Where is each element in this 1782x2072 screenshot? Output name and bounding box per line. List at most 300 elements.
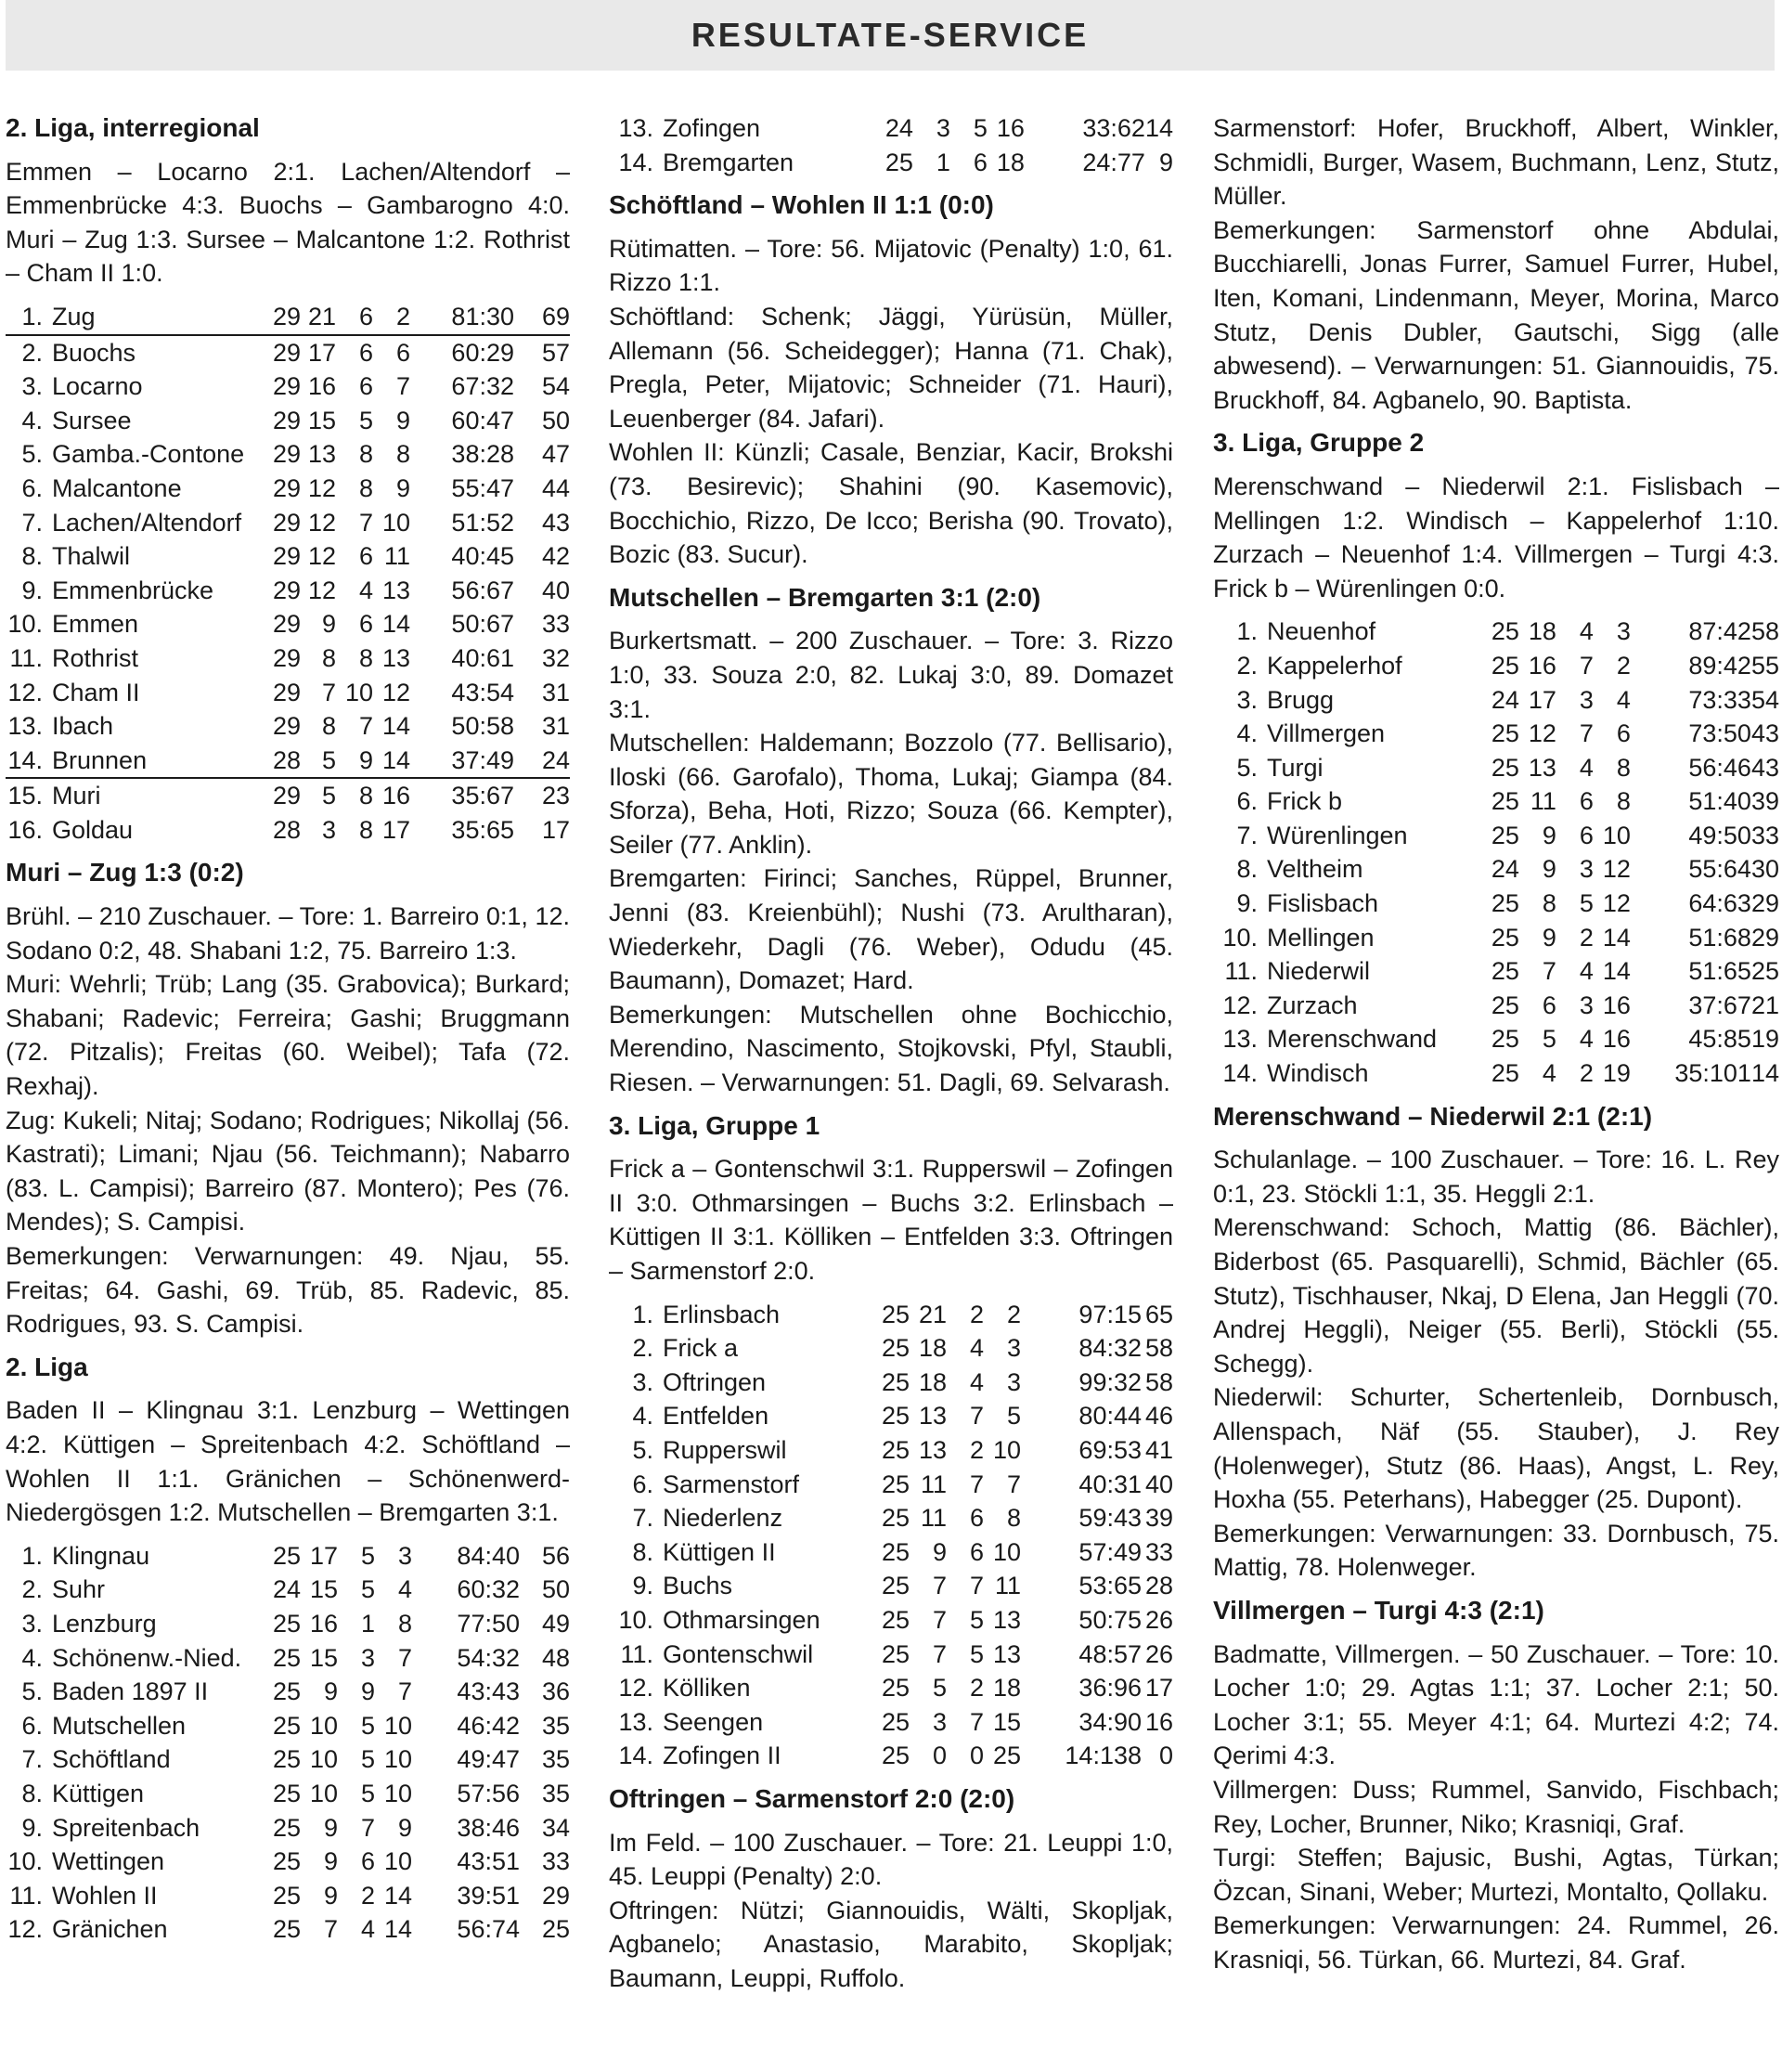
team-cell: Oftringen [663, 1367, 767, 1396]
goals-cell: 67:32 [451, 372, 514, 401]
table-row [6, 506, 570, 540]
goals-cell: 37:67 [1688, 991, 1751, 1019]
wins-cell: 5 [321, 782, 336, 810]
draws-cell: 4 [360, 1915, 375, 1944]
team-cell: Entfelden [663, 1402, 769, 1431]
goals-cell: 89:42 [1688, 651, 1751, 680]
wins-cell: 15 [309, 1575, 338, 1604]
rank-cell: 1. [632, 1300, 653, 1328]
team-cell: Suhr [52, 1575, 106, 1604]
draws-cell: 5 [360, 1711, 375, 1740]
rank-cell: 5. [21, 1677, 43, 1706]
points-cell: 54 [1750, 685, 1779, 714]
match-title: Merenschwand – Niederwil 2:1 (2:1) [1213, 1101, 1653, 1131]
remarks: Bemerkungen: Verwarnungen: 49. Njau, 55. Freitas; 64. Gashi, 69. Trüb, 85. Radevic, 85. Rodrigues, 93. S. Campisi. [6, 1242, 570, 1339]
losses-cell: 9 [395, 406, 410, 434]
wins-cell: 5 [932, 1674, 947, 1703]
played-cell: 25 [881, 1742, 910, 1770]
section-title: 3. Liga, Gruppe 1 [609, 1110, 820, 1140]
team-cell: Gontenschwil [663, 1639, 814, 1668]
losses-cell: 3 [1006, 1334, 1021, 1363]
played-cell: 25 [1491, 719, 1519, 748]
points-cell: 46 [1144, 1402, 1173, 1431]
team-cell: Villmergen [1266, 719, 1386, 748]
goals-cell: 73:33 [1688, 685, 1751, 714]
points-cell: 36 [541, 1677, 570, 1706]
played-cell: 24 [1491, 685, 1519, 714]
lineup-home: Merenschwand: Schoch, Mattig (86. Bächler), Biderbost (65. Pasquarelli), Schmid, Bächler (65. Stutz), Tischhauser, Nkaj, D Elena, Jan Heggli (70. Andrej Heggli), Neiger (55. Berli), Stöckli (55. Schegg). [1213, 1213, 1779, 1378]
wins-cell: 16 [1528, 651, 1556, 680]
losses-cell: 14 [381, 610, 410, 639]
table-row [6, 744, 570, 779]
table-row [1213, 717, 1779, 751]
wins-cell: 7 [932, 1605, 947, 1634]
section-title: 3. Liga, Gruppe 2 [1213, 428, 1425, 458]
goals-cell: 56:46 [1688, 753, 1751, 782]
points-cell: 43 [1750, 719, 1779, 748]
played-cell: 25 [1491, 1059, 1519, 1088]
team-cell: Zurzach [1266, 991, 1358, 1019]
played-cell: 25 [881, 1435, 910, 1464]
table-row [6, 437, 570, 472]
points-cell: 57 [541, 338, 570, 367]
table-row [6, 1709, 570, 1743]
played-cell: 25 [1491, 787, 1519, 816]
standings-table-continued [609, 111, 1173, 179]
points-cell: 17 [1144, 1674, 1173, 1703]
team-cell: Küttigen [52, 1779, 145, 1807]
rank-cell: 3. [21, 372, 43, 401]
losses-cell: 11 [383, 542, 410, 571]
rank-cell: 11. [9, 1881, 43, 1910]
wins-cell: 21 [301, 300, 336, 335]
draws-cell: 7 [1579, 651, 1594, 680]
wins-cell: 13 [1528, 753, 1556, 782]
played-cell: 25 [881, 1605, 910, 1634]
wins-cell: 11 [1530, 787, 1556, 816]
lineup-home: Schöftland: Schenk; Jäggi, Yürüsün, Müller, Allemann (56. Scheidegger); Hanna (71. Chak), Pregla, Peter, Mijatovic; Schneider (71. Hauri), Leuenberger (84. Jafari). [609, 302, 1173, 433]
wins-cell: 9 [323, 1847, 338, 1876]
table-row [6, 641, 570, 676]
team-cell: Goldau [52, 815, 134, 844]
goals-cell: 46:42 [457, 1711, 520, 1740]
goals-cell: 50:75 [1078, 1605, 1142, 1634]
losses-cell: 13 [381, 576, 410, 604]
rank-cell: 6. [1236, 787, 1258, 816]
points-cell: 32 [541, 643, 570, 672]
points-cell: 43 [1750, 753, 1779, 782]
table-row [1213, 887, 1779, 921]
rank-cell: 9. [1236, 889, 1258, 918]
losses-cell: 5 [1006, 1402, 1021, 1431]
rank-cell: 12. [7, 678, 43, 706]
table-row [609, 1468, 1173, 1502]
played-cell: 25 [881, 1639, 910, 1668]
played-cell: 29 [272, 643, 301, 672]
team-cell: Schöftland [52, 1745, 171, 1774]
team-cell: Lenzburg [52, 1609, 157, 1638]
table-row [609, 1298, 1173, 1332]
losses-cell: 6 [1616, 719, 1631, 748]
table-row [609, 1433, 1173, 1468]
table-row [6, 709, 570, 744]
goals-cell: 40:31 [1078, 1470, 1142, 1498]
draws-cell: 4 [1579, 957, 1594, 986]
team-cell: Wettingen [52, 1847, 165, 1876]
table-row [6, 1845, 570, 1879]
table-row [6, 1912, 570, 1947]
draws-cell: 2 [1579, 1059, 1594, 1088]
points-cell: 40 [1144, 1470, 1173, 1498]
rank-cell: 12. [7, 1915, 43, 1944]
team-cell: Niederlenz [663, 1504, 783, 1533]
goals-cell: 49:50 [1688, 821, 1751, 849]
losses-cell: 10 [383, 1847, 412, 1876]
standings-table [1213, 615, 1779, 1090]
team-cell: Brunnen [52, 744, 264, 779]
rank-cell: 5. [21, 440, 43, 469]
losses-cell: 8 [395, 440, 410, 469]
goals-cell: 36:96 [1078, 1674, 1142, 1703]
losses-cell: 7 [1006, 1470, 1021, 1498]
points-cell: 35 [541, 1779, 570, 1807]
table-row [1213, 683, 1779, 718]
team-cell: Lachen/Altendorf [52, 508, 242, 537]
lineup-away: Wohlen II: Künzli; Casale, Benziar, Kacir, Brokshi (73. Besirevic); Shahini (90. Kasemovic), Bocchichio, Rizzo, De Icco; Berisha (90. Trovato), Bozic (83. Sucur). [609, 438, 1173, 569]
rank-cell: 10. [7, 1847, 43, 1876]
played-cell: 25 [1491, 923, 1519, 952]
goals-cell: 77:50 [457, 1609, 520, 1638]
draws-cell: 7 [969, 1402, 984, 1431]
wins-cell: 9 [1542, 923, 1556, 952]
points-cell: 56 [541, 1541, 570, 1570]
column-middle [609, 111, 1173, 1995]
losses-cell: 13 [992, 1639, 1021, 1668]
points-cell: 39 [1750, 787, 1779, 816]
points-cell: 69 [514, 300, 570, 335]
draws-cell: 7 [969, 1572, 984, 1600]
played-cell: 29 [272, 338, 301, 367]
played-cell: 29 [272, 406, 301, 434]
team-cell: Veltheim [1266, 855, 1363, 884]
table-row [6, 300, 570, 335]
played-cell: 25 [272, 1847, 301, 1876]
section-title: 2. Liga, interregional [6, 113, 260, 142]
rank-cell: 11. [620, 1639, 653, 1668]
draws-cell: 3 [1579, 685, 1594, 714]
goals-cell: 35:67 [451, 782, 514, 810]
played-cell: 24 [1491, 855, 1519, 884]
rank-cell: 8. [21, 542, 43, 571]
wins-cell: 7 [932, 1572, 947, 1600]
rank-cell: 9. [21, 576, 43, 604]
goals-cell: 60:47 [451, 406, 514, 434]
draws-cell: 6 [1579, 821, 1594, 849]
wins-cell: 5 [1542, 1025, 1556, 1054]
played-cell: 29 [272, 440, 301, 469]
goals-cell: 81:30 [410, 300, 514, 335]
draws-cell: 8 [358, 440, 373, 469]
rank-cell: 3. [1236, 685, 1258, 714]
losses-cell: 6 [395, 338, 410, 367]
losses-cell: 16 [1602, 991, 1631, 1019]
match-info: Im Feld. – 100 Zuschauer. – Tore: 21. Leuppi 1:0, 45. Leuppi (Penalty) 2:0. [609, 1828, 1173, 1891]
wins-cell: 9 [932, 1537, 947, 1566]
draws-cell: 6 [358, 542, 373, 571]
played-cell: 29 [272, 576, 301, 604]
goals-cell: 97:15 [1078, 1300, 1142, 1328]
wins-cell: 10 [309, 1745, 338, 1774]
results-text: Merenschwand – Niederwil 2:1. Fislisbach – Mellingen 1:2. Windisch – Kappelerhof 1:10. Zurzach – Neuenhof 1:4. Villmergen – Turgi 4:3. Frick b – Würenlingen 0:0. [1213, 472, 1779, 602]
draws-cell: 6 [969, 1504, 984, 1533]
rank-cell: 1. [6, 300, 52, 335]
points-cell: 24 [514, 744, 570, 779]
losses-cell: 2 [1616, 651, 1631, 680]
table-row [609, 1331, 1173, 1366]
losses-cell: 8 [397, 1609, 412, 1638]
goals-cell: 39:51 [457, 1881, 520, 1910]
goals-cell: 57:56 [457, 1779, 520, 1807]
wins-cell: 18 [918, 1367, 947, 1396]
draws-cell: 5 [360, 1745, 375, 1774]
losses-cell: 3 [1006, 1367, 1021, 1396]
team-cell: Würenlingen [1266, 821, 1408, 849]
played-cell: 29 [272, 678, 301, 706]
losses-cell: 8 [1006, 1504, 1021, 1533]
table-row [6, 1675, 570, 1709]
team-cell: Thalwil [52, 542, 131, 571]
table-row [6, 472, 570, 506]
played-cell: 25 [272, 1677, 301, 1706]
wins-cell: 3 [936, 114, 950, 142]
played-cell: 29 [272, 372, 301, 401]
team-cell: Zug [52, 300, 264, 335]
goals-cell: 45:85 [1688, 1025, 1751, 1054]
table-row [6, 1607, 570, 1641]
team-cell: Frick b [1266, 787, 1342, 816]
points-cell: 48 [541, 1643, 570, 1672]
goals-cell: 84:40 [457, 1541, 520, 1570]
results-text: Frick a – Gontenschwil 3:1. Rupperswil – Zofingen II 3:0. Othmarsingen – Buchs 3:2. Erlinsbach – Küttigen II 3:1. Kölliken – Entfelden 3:3. Oftringen – Sarmenstorf 2:0. [609, 1155, 1173, 1285]
table-row [1213, 954, 1779, 989]
goals-cell: 60:29 [451, 338, 514, 367]
draws-cell: 5 [360, 1575, 375, 1604]
goals-cell: 60:32 [457, 1575, 520, 1604]
rank-cell: 13. [7, 712, 43, 741]
draws-cell: 6 [358, 610, 373, 639]
table-row [6, 539, 570, 574]
draws-cell: 3 [1579, 855, 1594, 884]
wins-cell: 3 [932, 1707, 947, 1736]
rank-cell: 3. [21, 1609, 43, 1638]
points-cell: 34 [541, 1813, 570, 1842]
team-cell: Bremgarten [662, 148, 794, 176]
team-cell: Küttigen II [663, 1537, 776, 1566]
goals-cell: 35:101 [1674, 1059, 1751, 1088]
table-row [609, 1739, 1173, 1773]
played-cell: 25 [1491, 991, 1519, 1019]
goals-cell: 24:77 [1082, 148, 1145, 176]
played-cell: 29 [272, 542, 301, 571]
points-cell: 58 [1144, 1367, 1173, 1396]
team-cell: Windisch [1266, 1059, 1369, 1088]
goals-cell: 37:49 [410, 744, 514, 779]
goals-cell: 48:57 [1078, 1639, 1142, 1668]
team-cell: Kölliken [663, 1674, 751, 1703]
wins-cell: 13 [918, 1435, 947, 1464]
draws-cell: 5 [969, 1639, 984, 1668]
points-cell: 49 [541, 1609, 570, 1638]
goals-cell: 40:61 [451, 643, 514, 672]
draws-cell: 7 [358, 712, 373, 741]
page-header [6, 0, 1775, 71]
goals-cell: 14:138 [1065, 1742, 1142, 1770]
draws-cell: 5 [969, 1605, 984, 1634]
match-title: Muri – Zug 1:3 (0:2) [6, 858, 244, 887]
draws-cell: 9 [336, 744, 373, 779]
team-cell: Rothrist [52, 643, 139, 672]
losses-cell: 3 [397, 1541, 412, 1570]
goals-cell: 38:46 [457, 1813, 520, 1842]
rank-cell: 13. [618, 114, 653, 142]
team-cell: Mellingen [1266, 923, 1375, 952]
table-row [6, 574, 570, 608]
team-cell: Erlinsbach [663, 1300, 781, 1328]
wins-cell: 12 [1528, 719, 1556, 748]
goals-cell: 56:74 [457, 1915, 520, 1944]
table-row [6, 1777, 570, 1811]
goals-cell: 35:65 [451, 815, 514, 844]
points-cell: 0 [1158, 1742, 1173, 1770]
lineup-away: Bremgarten: Firinci; Sanches, Rüppel, Brunner, Jenni (83. Kreienbühl); Nushi (73. Arultharan), Wiederkehr, Dagli (76. Weber), Odudu (45. Baumann), Domazet; Hard. [609, 864, 1173, 995]
played-cell: 25 [881, 1504, 910, 1533]
rank-cell: 2. [21, 338, 43, 367]
table-row [1213, 784, 1779, 819]
team-cell: Gränichen [52, 1915, 168, 1944]
team-cell: Zofingen II [663, 1742, 781, 1770]
rank-cell: 9. [21, 1813, 43, 1842]
goals-cell: 87:42 [1688, 617, 1751, 646]
match-info: Burkertsmatt. – 200 Zuschauer. – Tore: 3. Rizzo 1:0, 33. Souza 2:0, 82. Lukaj 3:0, 89. Domazet 3:1. [609, 627, 1173, 723]
goals-cell: 51:40 [1688, 787, 1751, 816]
rank-cell: 12. [618, 1674, 653, 1703]
team-cell: Sarmenstorf [663, 1470, 800, 1498]
played-cell: 25 [272, 1779, 301, 1807]
draws-cell: 9 [360, 1677, 375, 1706]
draws-cell: 4 [1579, 753, 1594, 782]
losses-cell: 4 [1616, 685, 1631, 714]
table-row [1213, 819, 1779, 853]
rank-cell: 9. [632, 1572, 653, 1600]
losses-cell: 16 [381, 782, 410, 810]
rank-cell: 10. [618, 1605, 653, 1634]
wins-cell: 9 [1542, 855, 1556, 884]
lineup-home: Oftringen: Nützi; Giannouidis, Wälti, Skopljak, Agbanelo; Anastasio, Marabito, Skopljak; Baumann, Leuppi, Ruffolo. [609, 1896, 1173, 1992]
wins-cell: 4 [1542, 1059, 1556, 1088]
standings-table [6, 300, 570, 848]
wins-cell: 16 [307, 372, 336, 401]
points-cell: 44 [541, 473, 570, 502]
points-cell: 14 [1144, 114, 1173, 142]
played-cell: 29 [272, 508, 301, 537]
team-cell: Gamba.-Contone [52, 440, 245, 469]
rank-cell: 14. [618, 148, 653, 176]
rank-cell: 1. [21, 1541, 43, 1570]
losses-cell: 13 [992, 1605, 1021, 1634]
rank-cell: 2. [21, 1575, 43, 1604]
results-text: Emmen – Locarno 2:1. Lachen/Altendorf – Emmenbrücke 4:3. Buochs – Gambarogno 4:0. Muri – Zug 1:3. Sursee – Malcantone 1:2. Rothrist – Cham II 1:0. [6, 157, 570, 288]
draws-cell: 5 [973, 114, 988, 142]
match-title: Mutschellen – Bremgarten 3:1 (2:0) [609, 582, 1041, 612]
lineup-home: Mutschellen: Haldemann; Bozzolo (77. Bellisario), Iloski (66. Garofalo), Thoma, Lukaj; Giampa (84. Sforza), Beha, Hoti, Rizzo; Souza (66. Kempter), Seiler (77. Anklin). [609, 729, 1173, 859]
team-cell: Emmenbrücke [52, 576, 214, 604]
points-cell: 23 [541, 782, 570, 810]
losses-cell: 3 [1616, 617, 1631, 646]
points-cell: 26 [1144, 1639, 1173, 1668]
losses-cell: 14 [1602, 923, 1631, 952]
team-cell: Mutschellen [52, 1711, 187, 1740]
rank-cell: 5. [632, 1435, 653, 1464]
goals-cell: 40:45 [451, 542, 514, 571]
points-cell: 9 [1158, 148, 1173, 176]
table-row [6, 778, 570, 813]
goals-cell: 43:54 [451, 678, 514, 706]
rank-cell: 12. [1222, 991, 1258, 1019]
wins-cell: 3 [321, 815, 336, 844]
played-cell: 25 [885, 148, 913, 176]
played-cell: 24 [272, 1575, 301, 1604]
wins-cell: 18 [918, 1334, 947, 1363]
table-row [609, 1569, 1173, 1603]
rank-cell: 11. [1224, 957, 1258, 986]
played-cell: 29 [272, 712, 301, 741]
points-cell: 17 [541, 815, 570, 844]
goals-cell: 99:32 [1078, 1367, 1142, 1396]
draws-cell: 2 [360, 1881, 375, 1910]
goals-cell: 34:90 [1078, 1707, 1142, 1736]
points-cell: 43 [541, 508, 570, 537]
wins-cell: 10 [309, 1711, 338, 1740]
rank-cell: 13. [618, 1707, 653, 1736]
rank-cell: 13. [1222, 1025, 1258, 1054]
rank-cell: 8. [632, 1537, 653, 1566]
played-cell: 25 [272, 1541, 301, 1570]
lineup-home: Villmergen: Duss; Rummel, Sanvido, Fischbach; Rey, Locher, Brunner, Niko; Krasniqi, Graf. [1213, 1775, 1779, 1838]
rank-cell: 7. [21, 1745, 43, 1774]
wins-cell: 12 [307, 576, 336, 604]
draws-cell: 6 [336, 300, 373, 335]
table-row [6, 335, 570, 370]
wins-cell: 7 [932, 1639, 947, 1668]
lineup-away: Zug: Kukeli; Nitaj; Sodano; Rodrigues; Nikollaj (56. Kastrati); Limani; Njau (56. Teichmann); Nabarro (83. L. Campisi); Barreiro (87. Montero); Pes (76. Mendes); S. Campisi. [6, 1106, 570, 1237]
wins-cell: 9 [323, 1881, 338, 1910]
table-row [6, 369, 570, 404]
played-cell: 25 [272, 1915, 301, 1944]
wins-cell: 9 [323, 1813, 338, 1842]
team-cell: Spreitenbach [52, 1813, 200, 1842]
wins-cell: 15 [307, 406, 336, 434]
draws-cell: 6 [969, 1537, 984, 1566]
goals-cell: 69:53 [1078, 1435, 1142, 1464]
wins-cell: 15 [309, 1643, 338, 1672]
losses-cell: 9 [397, 1813, 412, 1842]
wins-cell: 1 [936, 148, 950, 176]
losses-cell: 12 [1602, 889, 1631, 918]
section-title: 2. Liga [6, 1352, 88, 1381]
losses-cell: 10 [992, 1435, 1021, 1464]
points-cell: 40 [541, 576, 570, 604]
rank-cell: 4. [632, 1402, 653, 1431]
